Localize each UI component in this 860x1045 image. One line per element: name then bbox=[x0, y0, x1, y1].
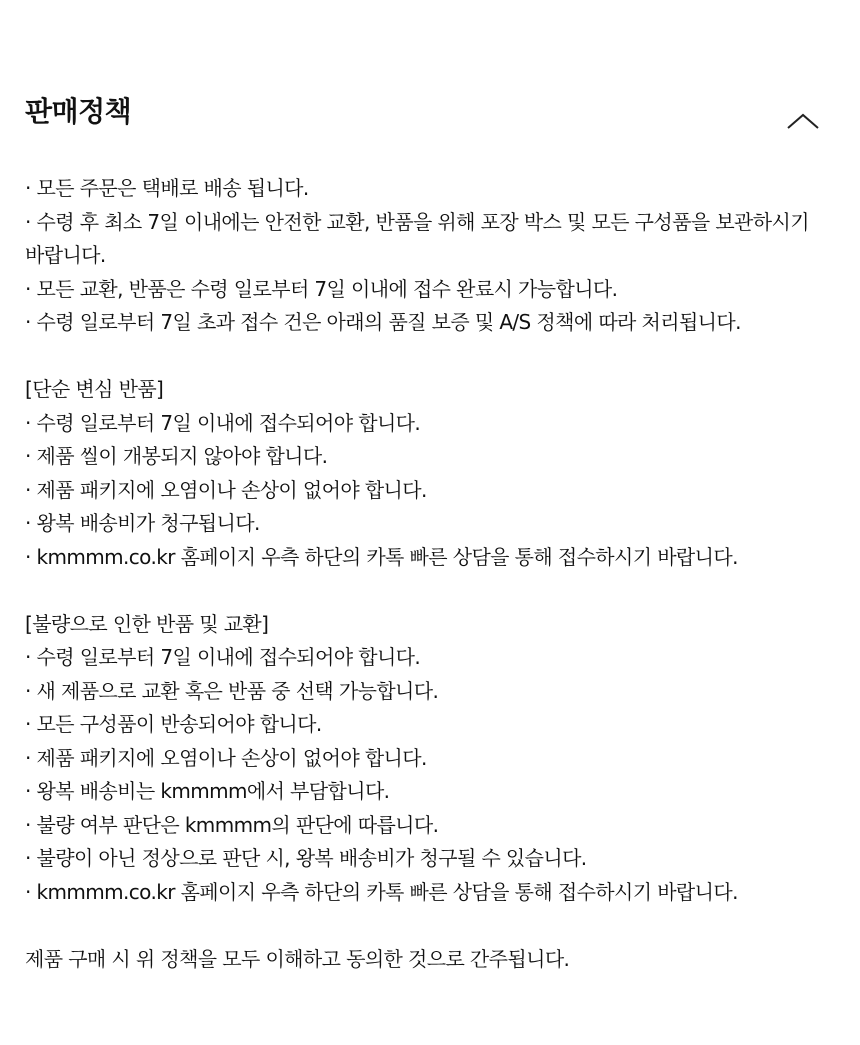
simple-return-item-4: · 왕복 배송비가 청구됩니다. bbox=[25, 511, 260, 535]
section-spacer bbox=[25, 340, 825, 374]
policy-body bbox=[25, 172, 825, 976]
defect-return-item-3: · 모든 구성품이 반송되어야 합니다. bbox=[25, 712, 322, 736]
collapse-button[interactable] bbox=[785, 108, 821, 134]
policy-header bbox=[25, 88, 825, 138]
general-item-3: · 모든 교환, 반품은 수령 일로부터 7일 이내에 접수 완료시 가능합니다. bbox=[25, 276, 618, 301]
section-spacer bbox=[25, 574, 825, 608]
defect-return-item-7: · 불량이 아닌 정상으로 판단 시, 왕복 배송비가 청구될 수 있습니다. bbox=[25, 846, 587, 870]
agreement-note: 제품 구매 시 위 정책을 모두 이해하고 동의한 것으로 간주됩니다. bbox=[25, 946, 570, 971]
page-title: 판매정책 bbox=[25, 95, 132, 128]
section-spacer bbox=[25, 909, 825, 943]
defect-return-item-2: · 새 제품으로 교환 혹은 반품 중 선택 가능합니다. bbox=[25, 678, 439, 703]
defect-return-item-1: · 수령 일로부터 7일 이내에 접수되어야 합니다. bbox=[25, 645, 421, 669]
general-item-4: · 수령 일로부터 7일 초과 접수 건은 아래의 품질 보증 및 A/S 정책에 따라 처리됩니다. bbox=[25, 310, 741, 334]
simple-return-item-5: · kmmmm.co.kr 홈페이지 우측 하단의 카톡 빠른 상담을 통해 접수하시기 바랍니다. bbox=[25, 544, 738, 569]
general-item-1: · 모든 주문은 택배로 배송 됩니다. bbox=[25, 176, 309, 200]
simple-return-item-3: · 제품 패키지에 오염이나 손상이 없어야 합니다. bbox=[25, 477, 427, 502]
chevron-up-icon bbox=[785, 108, 821, 134]
defect-return-heading: [불량으로 인한 반품 및 교환] bbox=[25, 611, 269, 636]
defect-return-item-6: · 불량 여부 판단은 kmmmm의 판단에 따릅니다. bbox=[25, 812, 439, 837]
defect-return-item-4: · 제품 패키지에 오염이나 손상이 없어야 합니다. bbox=[25, 745, 427, 770]
defect-return-item-8: · kmmmm.co.kr 홈페이지 우측 하단의 카톡 빠른 상담을 통해 접수하시기 바랍니다. bbox=[25, 879, 738, 904]
simple-return-item-1: · 수령 일로부터 7일 이내에 접수되어야 합니다. bbox=[25, 410, 421, 435]
general-item-2: · 수령 후 최소 7일 이내에는 안전한 교환, 반품을 위해 포장 박스 및 모든 구성품을 보관하시기 바랍니다. bbox=[25, 209, 809, 267]
simple-return-heading: [단순 변심 반품] bbox=[25, 377, 164, 401]
simple-return-item-2: · 제품 씰이 개봉되지 않아야 합니다. bbox=[25, 444, 328, 468]
defect-return-item-5: · 왕복 배송비는 kmmmm에서 부담합니다. bbox=[25, 779, 390, 803]
